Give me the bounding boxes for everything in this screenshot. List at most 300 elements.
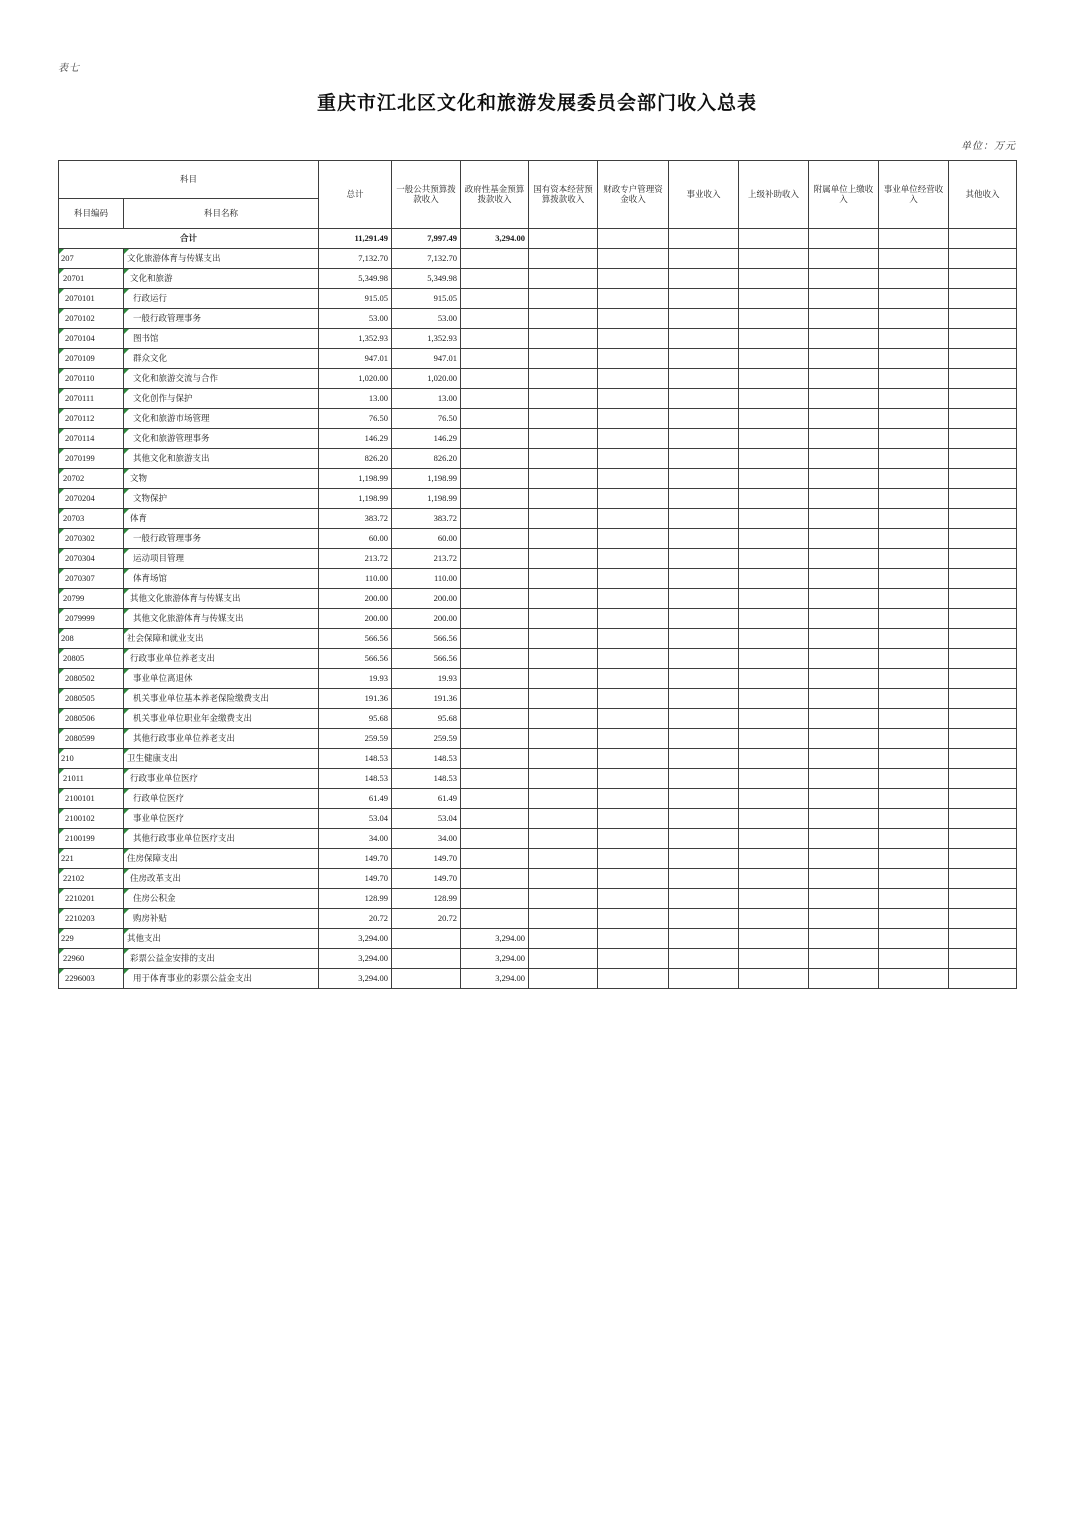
value-cell: 20.72	[319, 909, 392, 929]
value-cell	[949, 229, 1017, 249]
value-cell	[669, 629, 739, 649]
subject-name-cell: 住房公积金	[124, 889, 319, 909]
table-row	[59, 809, 1017, 829]
value-cell: 34.00	[392, 829, 461, 849]
header-row-1	[59, 161, 1017, 199]
income-table-body	[59, 229, 1017, 989]
value-cell	[949, 469, 1017, 489]
sheet-tag: 表七	[58, 63, 80, 74]
value-cell	[739, 409, 809, 429]
value-cell	[461, 829, 529, 849]
value-cell	[949, 569, 1017, 589]
value-cell	[739, 489, 809, 509]
value-cell	[809, 629, 879, 649]
value-cell	[669, 429, 739, 449]
table-row	[59, 309, 1017, 329]
value-cell	[809, 269, 879, 289]
header-business-operating: 事业单位经营收入	[879, 161, 949, 229]
subject-name-cell: 事业单位离退休	[124, 669, 319, 689]
value-cell	[949, 769, 1017, 789]
value-cell	[529, 889, 598, 909]
value-cell: 191.36	[392, 689, 461, 709]
value-cell	[669, 529, 739, 549]
value-cell	[461, 749, 529, 769]
value-cell	[461, 409, 529, 429]
value-cell: 3,294.00	[461, 929, 529, 949]
total-label-cell: 合计	[59, 229, 319, 249]
value-cell: 200.00	[392, 609, 461, 629]
value-cell: 826.20	[392, 449, 461, 469]
table-row	[59, 929, 1017, 949]
subject-name-cell: 图书馆	[124, 329, 319, 349]
subject-code-cell: 2100101	[59, 789, 124, 809]
value-cell	[949, 369, 1017, 389]
value-cell: 3,294.00	[319, 949, 392, 969]
value-cell	[739, 829, 809, 849]
value-cell	[461, 849, 529, 869]
value-cell: 60.00	[319, 529, 392, 549]
value-cell	[529, 449, 598, 469]
value-cell	[879, 909, 949, 929]
table-row	[59, 589, 1017, 609]
value-cell: 149.70	[392, 869, 461, 889]
subject-name-cell: 用于体育事业的彩票公益金支出	[124, 969, 319, 989]
value-cell: 1,198.99	[392, 469, 461, 489]
value-cell	[739, 509, 809, 529]
value-cell: 1,020.00	[319, 369, 392, 389]
value-cell	[529, 349, 598, 369]
value-cell	[529, 509, 598, 529]
subject-name-cell: 文化和旅游管理事务	[124, 429, 319, 449]
value-cell: 3,294.00	[319, 969, 392, 989]
table-row	[59, 669, 1017, 689]
value-cell	[392, 929, 461, 949]
subject-code-cell: 2079999	[59, 609, 124, 629]
value-cell	[949, 329, 1017, 349]
subject-code-cell: 20701	[59, 269, 124, 289]
value-cell	[529, 949, 598, 969]
value-cell	[739, 629, 809, 649]
value-cell	[598, 329, 669, 349]
value-cell	[879, 469, 949, 489]
header-gov-fund-budget: 政府性基金预算拨款收入	[461, 161, 529, 229]
value-cell	[879, 589, 949, 609]
value-cell	[529, 789, 598, 809]
value-cell	[879, 509, 949, 529]
value-cell	[949, 689, 1017, 709]
value-cell: 383.72	[319, 509, 392, 529]
subject-code-cell: 2296003	[59, 969, 124, 989]
value-cell	[598, 429, 669, 449]
value-cell	[739, 749, 809, 769]
value-cell	[669, 409, 739, 429]
table-row	[59, 729, 1017, 749]
value-cell: 3,294.00	[461, 949, 529, 969]
value-cell	[598, 609, 669, 629]
subject-code-cell: 208	[59, 629, 124, 649]
subject-code-cell: 2070199	[59, 449, 124, 469]
value-cell: 7,997.49	[392, 229, 461, 249]
subject-name-cell: 机关事业单位职业年金缴费支出	[124, 709, 319, 729]
subject-name-cell: 其他文化和旅游支出	[124, 449, 319, 469]
subject-code-cell: 2070302	[59, 529, 124, 549]
subject-code-cell: 2100102	[59, 809, 124, 829]
value-cell	[598, 689, 669, 709]
header-affiliate-remit: 附属单位上缴收入	[809, 161, 879, 229]
table-row	[59, 369, 1017, 389]
subject-code-cell: 22102	[59, 869, 124, 889]
value-cell	[739, 569, 809, 589]
value-cell	[598, 549, 669, 569]
value-cell	[461, 329, 529, 349]
value-cell	[879, 869, 949, 889]
subject-name-cell: 一般行政管理事务	[124, 529, 319, 549]
value-cell	[598, 649, 669, 669]
value-cell: 566.56	[319, 629, 392, 649]
value-cell	[949, 509, 1017, 529]
value-cell	[739, 269, 809, 289]
value-cell	[949, 309, 1017, 329]
value-cell	[879, 849, 949, 869]
value-cell	[809, 929, 879, 949]
value-cell	[949, 849, 1017, 869]
subject-code-cell: 2210203	[59, 909, 124, 929]
value-cell	[669, 489, 739, 509]
value-cell	[809, 849, 879, 869]
value-cell	[739, 589, 809, 609]
value-cell	[879, 669, 949, 689]
value-cell	[809, 769, 879, 789]
subject-name-cell: 行政运行	[124, 289, 319, 309]
subject-name-cell: 文化创作与保护	[124, 389, 319, 409]
value-cell	[529, 249, 598, 269]
total-row	[59, 229, 1017, 249]
subject-name-cell: 群众文化	[124, 349, 319, 369]
value-cell	[598, 409, 669, 429]
value-cell	[949, 409, 1017, 429]
value-cell	[598, 369, 669, 389]
value-cell: 947.01	[392, 349, 461, 369]
value-cell: 213.72	[392, 549, 461, 569]
value-cell	[879, 829, 949, 849]
value-cell	[598, 869, 669, 889]
value-cell	[461, 569, 529, 589]
value-cell	[879, 889, 949, 909]
value-cell	[809, 369, 879, 389]
table-row	[59, 429, 1017, 449]
subject-name-cell: 卫生健康支出	[124, 749, 319, 769]
value-cell	[809, 909, 879, 929]
value-cell	[461, 809, 529, 829]
value-cell	[529, 829, 598, 849]
value-cell	[949, 249, 1017, 269]
value-cell	[529, 589, 598, 609]
value-cell: 53.04	[392, 809, 461, 829]
value-cell	[669, 469, 739, 489]
value-cell	[598, 529, 669, 549]
value-cell	[879, 249, 949, 269]
value-cell	[529, 749, 598, 769]
table-row	[59, 709, 1017, 729]
value-cell	[879, 349, 949, 369]
header-subject-name: 科目名称	[124, 199, 319, 229]
value-cell	[529, 809, 598, 829]
table-row	[59, 389, 1017, 409]
value-cell: 3,294.00	[461, 969, 529, 989]
header-fiscal-special-account: 财政专户管理资金收入	[598, 161, 669, 229]
value-cell	[949, 869, 1017, 889]
table-row	[59, 749, 1017, 769]
value-cell: 1,352.93	[392, 329, 461, 349]
value-cell	[809, 669, 879, 689]
value-cell	[739, 769, 809, 789]
value-cell	[598, 789, 669, 809]
value-cell	[879, 809, 949, 829]
value-cell	[879, 649, 949, 669]
value-cell	[529, 329, 598, 349]
table-row	[59, 629, 1017, 649]
table-row	[59, 869, 1017, 889]
subject-code-cell: 2080599	[59, 729, 124, 749]
value-cell: 110.00	[392, 569, 461, 589]
value-cell: 915.05	[392, 289, 461, 309]
value-cell	[529, 269, 598, 289]
value-cell	[879, 709, 949, 729]
value-cell	[598, 849, 669, 869]
value-cell	[529, 569, 598, 589]
value-cell	[669, 229, 739, 249]
value-cell	[949, 529, 1017, 549]
subject-code-cell: 2070204	[59, 489, 124, 509]
value-cell: 200.00	[319, 609, 392, 629]
value-cell	[809, 689, 879, 709]
value-cell	[529, 369, 598, 389]
subject-name-cell: 行政事业单位医疗	[124, 769, 319, 789]
subject-name-cell: 其他行政事业单位养老支出	[124, 729, 319, 749]
value-cell: 1,198.99	[319, 489, 392, 509]
value-cell: 915.05	[319, 289, 392, 309]
value-cell	[879, 229, 949, 249]
value-cell	[809, 449, 879, 469]
value-cell	[598, 269, 669, 289]
subject-name-cell: 其他文化旅游体育与传媒支出	[124, 609, 319, 629]
value-cell: 7,132.70	[319, 249, 392, 269]
unit-note: 单位：万元	[961, 141, 1016, 152]
value-cell: 259.59	[319, 729, 392, 749]
value-cell	[739, 369, 809, 389]
value-cell: 11,291.49	[319, 229, 392, 249]
value-cell	[879, 929, 949, 949]
value-cell	[461, 689, 529, 709]
value-cell	[879, 629, 949, 649]
value-cell: 149.70	[319, 869, 392, 889]
value-cell	[739, 909, 809, 929]
subject-name-cell: 体育场馆	[124, 569, 319, 589]
value-cell	[669, 829, 739, 849]
subject-name-cell: 文化和旅游市场管理	[124, 409, 319, 429]
value-cell	[529, 969, 598, 989]
value-cell: 13.00	[392, 389, 461, 409]
value-cell	[669, 949, 739, 969]
value-cell: 61.49	[392, 789, 461, 809]
value-cell	[598, 889, 669, 909]
table-row	[59, 829, 1017, 849]
value-cell	[949, 729, 1017, 749]
subject-name-cell: 一般行政管理事务	[124, 309, 319, 329]
value-cell	[461, 729, 529, 749]
value-cell	[949, 549, 1017, 569]
value-cell: 19.93	[319, 669, 392, 689]
value-cell	[809, 249, 879, 269]
header-subject: 科目	[59, 161, 319, 199]
value-cell	[949, 629, 1017, 649]
subject-code-cell: 22960	[59, 949, 124, 969]
value-cell: 110.00	[319, 569, 392, 589]
value-cell	[739, 249, 809, 269]
value-cell	[949, 949, 1017, 969]
value-cell	[598, 449, 669, 469]
table-row	[59, 469, 1017, 489]
table-row	[59, 349, 1017, 369]
subject-code-cell: 2070112	[59, 409, 124, 429]
value-cell	[598, 929, 669, 949]
value-cell	[461, 529, 529, 549]
value-cell	[879, 569, 949, 589]
value-cell	[809, 589, 879, 609]
value-cell	[461, 429, 529, 449]
value-cell: 566.56	[392, 649, 461, 669]
value-cell	[809, 509, 879, 529]
value-cell	[739, 969, 809, 989]
value-cell	[739, 949, 809, 969]
value-cell	[598, 249, 669, 269]
value-cell	[598, 289, 669, 309]
value-cell	[809, 569, 879, 589]
value-cell: 191.36	[319, 689, 392, 709]
value-cell: 146.29	[319, 429, 392, 449]
header-total: 总计	[319, 161, 392, 229]
value-cell	[879, 529, 949, 549]
value-cell	[739, 649, 809, 669]
subject-code-cell: 229	[59, 929, 124, 949]
value-cell	[529, 689, 598, 709]
subject-name-cell: 其他文化旅游体育与传媒支出	[124, 589, 319, 609]
income-summary-table	[58, 160, 1017, 989]
value-cell	[949, 449, 1017, 469]
subject-code-cell: 210	[59, 749, 124, 769]
value-cell	[809, 789, 879, 809]
value-cell	[669, 849, 739, 869]
value-cell	[461, 369, 529, 389]
value-cell	[669, 729, 739, 749]
value-cell	[461, 349, 529, 369]
value-cell	[669, 569, 739, 589]
table-row	[59, 249, 1017, 269]
value-cell: 1,020.00	[392, 369, 461, 389]
value-cell	[739, 469, 809, 489]
value-cell: 76.50	[319, 409, 392, 429]
value-cell: 34.00	[319, 829, 392, 849]
value-cell	[949, 609, 1017, 629]
value-cell	[598, 509, 669, 529]
value-cell	[809, 309, 879, 329]
value-cell	[529, 769, 598, 789]
value-cell: 149.70	[392, 849, 461, 869]
subject-code-cell: 20805	[59, 649, 124, 669]
value-cell	[529, 649, 598, 669]
value-cell: 146.29	[392, 429, 461, 449]
value-cell	[809, 549, 879, 569]
value-cell: 826.20	[319, 449, 392, 469]
subject-name-cell: 彩票公益金安排的支出	[124, 949, 319, 969]
value-cell	[669, 669, 739, 689]
value-cell	[669, 809, 739, 829]
value-cell	[598, 629, 669, 649]
value-cell	[669, 289, 739, 309]
value-cell	[809, 289, 879, 309]
value-cell	[669, 249, 739, 269]
value-cell: 5,349.98	[319, 269, 392, 289]
value-cell	[669, 549, 739, 569]
value-cell	[598, 349, 669, 369]
subject-name-cell: 文化和旅游交流与合作	[124, 369, 319, 389]
value-cell	[461, 789, 529, 809]
table-row	[59, 529, 1017, 549]
value-cell	[598, 969, 669, 989]
value-cell	[529, 289, 598, 309]
value-cell	[879, 949, 949, 969]
value-cell: 148.53	[319, 749, 392, 769]
value-cell	[879, 749, 949, 769]
value-cell	[739, 389, 809, 409]
table-row	[59, 489, 1017, 509]
value-cell	[461, 889, 529, 909]
subject-code-cell: 21011	[59, 769, 124, 789]
value-cell	[949, 669, 1017, 689]
value-cell: 61.49	[319, 789, 392, 809]
value-cell	[529, 929, 598, 949]
subject-name-cell: 体育	[124, 509, 319, 529]
value-cell	[529, 869, 598, 889]
table-row	[59, 769, 1017, 789]
value-cell	[669, 509, 739, 529]
value-cell	[809, 609, 879, 629]
header-other-income: 其他收入	[949, 161, 1017, 229]
value-cell	[461, 909, 529, 929]
value-cell: 148.53	[392, 749, 461, 769]
value-cell	[461, 589, 529, 609]
value-cell	[669, 689, 739, 709]
value-cell	[598, 589, 669, 609]
value-cell	[949, 349, 1017, 369]
value-cell	[461, 389, 529, 409]
value-cell: 19.93	[392, 669, 461, 689]
value-cell	[461, 449, 529, 469]
value-cell	[739, 429, 809, 449]
value-cell	[461, 629, 529, 649]
value-cell	[598, 469, 669, 489]
value-cell: 200.00	[392, 589, 461, 609]
value-cell: 149.70	[319, 849, 392, 869]
value-cell	[598, 309, 669, 329]
value-cell	[739, 889, 809, 909]
value-cell	[949, 829, 1017, 849]
value-cell	[669, 909, 739, 929]
table-row	[59, 329, 1017, 349]
value-cell	[461, 269, 529, 289]
subject-code-cell: 2080502	[59, 669, 124, 689]
value-cell: 259.59	[392, 729, 461, 749]
